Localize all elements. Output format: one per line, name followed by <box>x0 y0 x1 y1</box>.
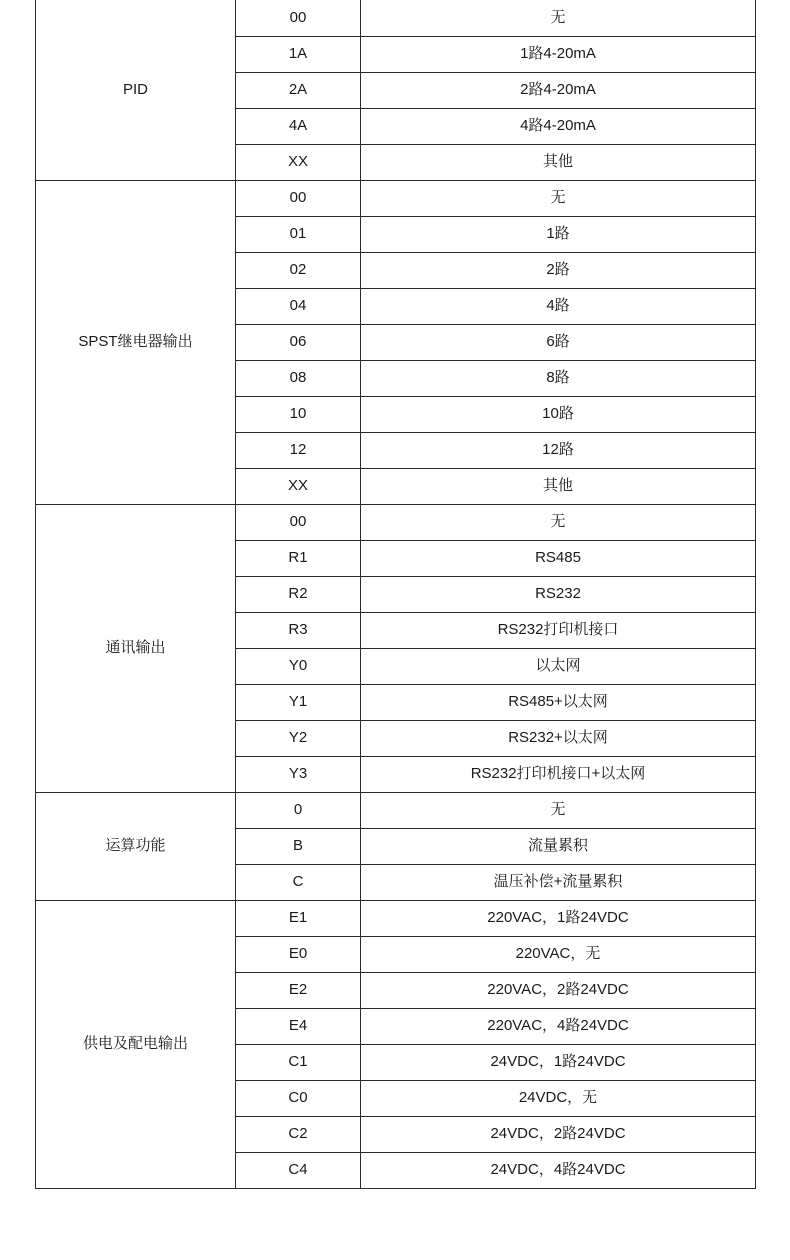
category-cell-spst-relay-output: SPST继电器输出 <box>36 180 236 504</box>
code-cell: 2A <box>236 72 361 108</box>
code-cell: 06 <box>236 324 361 360</box>
code-cell: 10 <box>236 396 361 432</box>
code-cell: 01 <box>236 216 361 252</box>
category-cell-computation-function: 运算功能 <box>36 792 236 900</box>
description-cell: 24VDC，2路24VDC <box>361 1116 756 1152</box>
code-cell: 00 <box>236 180 361 216</box>
specification-table <box>35 0 756 1189</box>
code-cell: R2 <box>236 576 361 612</box>
code-cell: 4A <box>236 108 361 144</box>
description-cell: 以太网 <box>361 648 756 684</box>
code-cell: C4 <box>236 1152 361 1188</box>
description-cell: 8路 <box>361 360 756 396</box>
description-cell: 4路4-20mA <box>361 108 756 144</box>
code-cell: R1 <box>236 540 361 576</box>
description-cell: RS485 <box>361 540 756 576</box>
description-cell: 流量累积 <box>361 828 756 864</box>
description-cell: 1路4-20mA <box>361 36 756 72</box>
table-body <box>36 0 756 1188</box>
description-cell: 无 <box>361 792 756 828</box>
code-cell: C0 <box>236 1080 361 1116</box>
description-cell: 2路4-20mA <box>361 72 756 108</box>
description-cell: RS232 <box>361 576 756 612</box>
description-cell: 4路 <box>361 288 756 324</box>
code-cell: C2 <box>236 1116 361 1152</box>
description-cell: RS485+以太网 <box>361 684 756 720</box>
description-cell: RS232打印机接口 <box>361 612 756 648</box>
category-cell-pid: PID <box>36 0 236 180</box>
code-cell: C1 <box>236 1044 361 1080</box>
code-cell: 00 <box>236 0 361 36</box>
table-row <box>36 792 756 828</box>
code-cell: E0 <box>236 936 361 972</box>
code-cell: 02 <box>236 252 361 288</box>
code-cell: 0 <box>236 792 361 828</box>
description-cell: 220VAC，1路24VDC <box>361 900 756 936</box>
code-cell: XX <box>236 144 361 180</box>
description-cell: 220VAC，4路24VDC <box>361 1008 756 1044</box>
code-cell: E2 <box>236 972 361 1008</box>
code-cell: E4 <box>236 1008 361 1044</box>
code-cell: E1 <box>236 900 361 936</box>
table-row <box>36 180 756 216</box>
code-cell: 04 <box>236 288 361 324</box>
code-cell: Y3 <box>236 756 361 792</box>
code-cell: 08 <box>236 360 361 396</box>
category-cell-communication-output: 通讯输出 <box>36 504 236 792</box>
description-cell: 220VAC，2路24VDC <box>361 972 756 1008</box>
description-cell: 24VDC，无 <box>361 1080 756 1116</box>
code-cell: Y2 <box>236 720 361 756</box>
table-row <box>36 0 756 36</box>
description-cell: 6路 <box>361 324 756 360</box>
description-cell: RS232打印机接口+以太网 <box>361 756 756 792</box>
description-cell: 温压补偿+流量累积 <box>361 864 756 900</box>
description-cell: 24VDC，4路24VDC <box>361 1152 756 1188</box>
description-cell: 无 <box>361 0 756 36</box>
description-cell: 12路 <box>361 432 756 468</box>
description-cell: 无 <box>361 504 756 540</box>
description-cell: 2路 <box>361 252 756 288</box>
table-row <box>36 504 756 540</box>
description-cell: RS232+以太网 <box>361 720 756 756</box>
description-cell: 1路 <box>361 216 756 252</box>
description-cell: 其他 <box>361 144 756 180</box>
category-cell-power-supply-output: 供电及配电输出 <box>36 900 236 1188</box>
code-cell: C <box>236 864 361 900</box>
description-cell: 220VAC，无 <box>361 936 756 972</box>
description-cell: 其他 <box>361 468 756 504</box>
code-cell: XX <box>236 468 361 504</box>
description-cell: 无 <box>361 180 756 216</box>
code-cell: Y0 <box>236 648 361 684</box>
code-cell: 00 <box>236 504 361 540</box>
description-cell: 24VDC，1路24VDC <box>361 1044 756 1080</box>
code-cell: B <box>236 828 361 864</box>
description-cell: 10路 <box>361 396 756 432</box>
code-cell: Y1 <box>236 684 361 720</box>
code-cell: 12 <box>236 432 361 468</box>
code-cell: 1A <box>236 36 361 72</box>
table-row <box>36 900 756 936</box>
code-cell: R3 <box>236 612 361 648</box>
